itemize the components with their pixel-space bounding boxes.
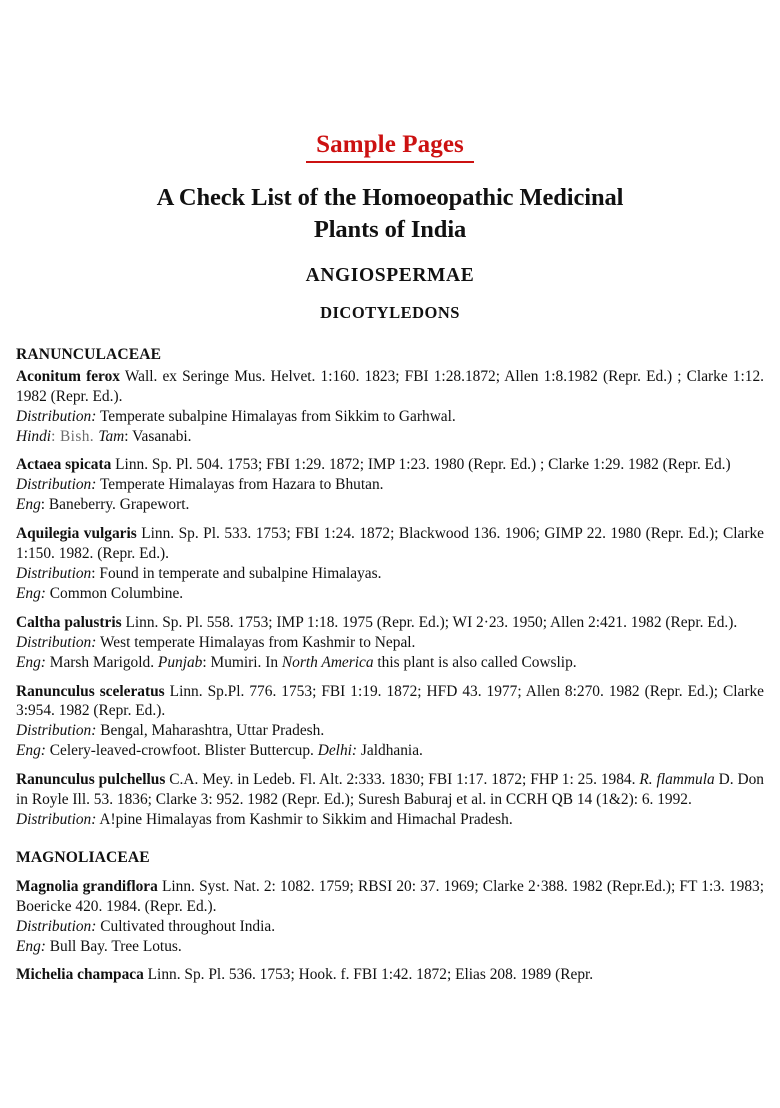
distribution-note [16,407,764,427]
vernacular-note [16,584,764,604]
reference-text: Linn. Sp. Pl. 536. 1753; Hook. f. FBI 1:42. 1872; Elias 208. 1989 (Repr. [143,966,594,984]
note-label: Distribution: [16,633,97,651]
species-name: Ranunculus sceleratus [16,682,165,700]
note-value: : Found in temperate and subalpine Himalayas. [91,565,382,582]
reference-text: Linn. Sp.Pl. 776. 1753; FBI 1:19. 1872; HFD 43. 1977; Allen 8:270. 1982 (Repr. Ed.); Clarke 3:954. 1982 (Repr. Ed.). [16,682,765,720]
page-title-line-1: A Check List of the Homoeopathic Medicinal [156,184,624,212]
note-label: Distribution: [16,407,97,425]
note-label: Distribution: [16,722,97,740]
note-value: : Bish. [51,427,99,445]
reference-text: Linn. Sp. Pl. 558. 1753; IMP 1:18. 1975 (Repr. Ed.); WI 2·23. 1950; Allen 2:421. 1982 (Repr. Ed.). [121,613,738,631]
reference-text: Linn. Sp. Pl. 533. 1753; FBI 1:24. 1872; Blackwood 136. 1906; GIMP 22. 1980 (Repr. Ed.); Clarke 1:150. 1982. (Repr. Ed.). [16,525,764,563]
vernacular-note [16,495,764,515]
species-entry [16,613,764,673]
note-label: Eng: [16,937,46,955]
species-name: Ranunculus pulchellus [16,771,166,789]
note-value-2: : Vasanabi. [124,427,192,445]
note-value: A!pine Himalayas from Kashmir to Sikkim and Himachal Pradesh. [96,810,513,828]
note-value: Bengal, Maharashtra, Uttar Pradesh. [96,722,325,740]
division-heading: ANGIOSPERMAE [305,264,475,286]
family-heading-magnoliaceae: MAGNOLIACEAE [16,848,150,866]
species-list [16,345,764,985]
note-label-2: Delhi: [317,742,358,760]
note-italic-run: North America [281,653,374,671]
species-reference [16,877,764,917]
note-label-2: Tam [98,427,125,445]
note-value: Celery-leaved-crowfoot. Blister Buttercup. [45,742,318,760]
note-value: Cultivated throughout India. [96,917,276,935]
reference-text: Linn. Syst. Nat. 2: 1082. 1759; RBSI 20: 37. 1969; Clarke 2·388. 1982 (Repr.Ed.); FT 1:3. 1983; Boericke 420. 1984. (Repr. Ed.). [16,877,764,915]
distribution-note [16,810,764,830]
species-reference [16,455,764,475]
species-reference [16,367,764,407]
species-entry [16,770,764,830]
class-heading: DICOTYLEDONS [320,302,460,322]
species-entry [16,524,764,604]
distribution-note [16,475,764,495]
distribution-note [16,633,764,653]
species-name: Actaea spicata [16,456,112,474]
reference-italic-synonym: R. flammula [639,771,715,789]
reference-text: Linn. Sp. Pl. 504. 1753; FBI 1:29. 1872; IMP 1:23. 1980 (Repr. Ed.) ; Clarke 1:29. 1982 (Repr. Ed.) [111,456,731,474]
note-value: : Baneberry. Grapewort. [40,496,190,514]
note-value: West temperate Himalayas from Kashmir to Nepal. [96,633,416,651]
species-entry [16,367,764,447]
note-label: Eng: [16,742,46,760]
note-value-2: Jaldhania. [357,742,423,760]
species-name: Aconitum ferox [16,367,120,385]
distribution-note [16,564,764,584]
vernacular-note [16,937,764,957]
vernacular-note [16,653,764,673]
species-entry [16,682,764,762]
species-reference [16,965,764,985]
distribution-note [16,917,764,937]
note-value-3: this plant is also called Cowslip. [373,653,577,671]
title-block [16,0,764,323]
species-entry [16,455,764,515]
species-name: Caltha palustris [16,613,122,631]
page-title-line-2: Plants of India [313,216,467,244]
note-value: Marsh Marigold. [45,653,158,671]
note-value: Bull Bay. Tree Lotus. [45,937,182,955]
note-value: Temperate Himalayas from Hazara to Bhutan. [96,476,384,494]
reference-text: Wall. ex Seringe Mus. Helvet. 1:160. 1823; FBI 1:28.1872; Allen 1:8.1982 (Repr. Ed.) ; Clarke 1:12. 1982 (Repr. Ed.). [16,367,765,405]
species-entry [16,877,764,957]
note-label: Distribution: [16,917,97,935]
note-label: Hindi [16,427,52,445]
distribution-note [16,721,764,741]
species-name: Magnolia grandiflora [16,877,158,895]
note-value-2: : Mumiri. In [202,653,282,671]
family-heading-ranunculaceae: RANUNCULACEAE [16,345,162,363]
species-reference [16,770,764,810]
reference-text: C.A. Mey. in Ledeb. Fl. Alt. 2:333. 1830; FBI 1:17. 1872; FHP 1: 25. 1984. [165,771,640,789]
note-label: Eng [16,496,41,514]
vernacular-note [16,427,764,447]
note-label: Distribution: [16,810,97,828]
note-label: Distribution: [16,476,97,494]
note-label-2: Punjab [157,653,203,671]
reference-text-2: D. Don in Royle Ill. 53. 1836; Clarke 3: 952. 1982 (Repr. Ed.); Suresh Baburaj et al. in CCRH QB 14 (1&2): 6. 1992. [16,771,764,809]
species-reference [16,613,764,633]
page-title [16,182,764,246]
note-label: Eng: [16,653,46,671]
species-reference [16,524,764,564]
vernacular-note [16,741,764,761]
species-entry [16,965,764,985]
note-label: Distribution [16,565,92,582]
species-reference [16,682,764,722]
sample-pages-heading: Sample Pages [306,132,474,163]
species-name: Michelia champaca [16,966,144,984]
note-value: Common Columbine. [45,584,184,602]
species-name: Aquilegia vulgaris [16,525,137,543]
note-label: Eng: [16,584,46,602]
note-value: Temperate subalpine Himalayas from Sikkim to Garhwal. [96,407,456,425]
